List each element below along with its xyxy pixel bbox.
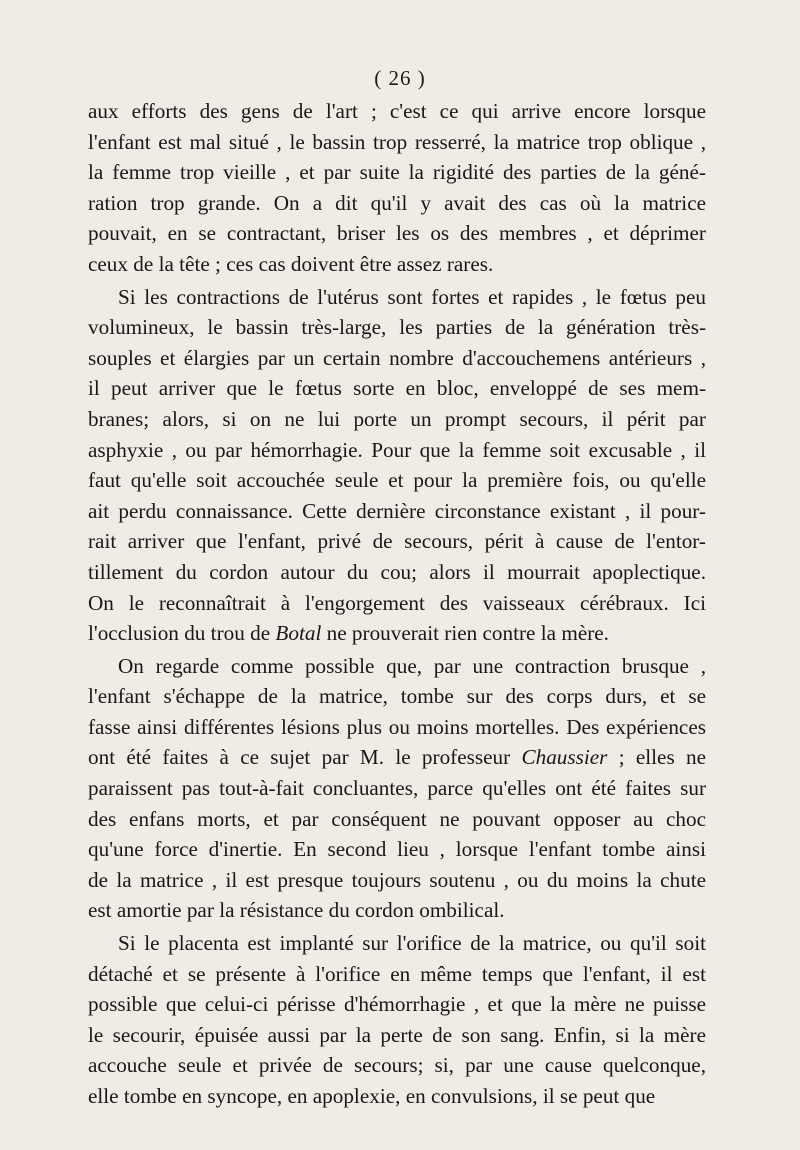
paragraph	[88, 96, 706, 280]
text-segment: On regarde comme possible que, par une contraction brusque ,	[118, 653, 706, 678]
text-segment: des enfans morts, et par conséquent ne pouvant opposer au choc	[88, 806, 706, 831]
text-segment: aux efforts des gens de l'art ; c'est ce qui arrive encore lorsque	[88, 99, 706, 123]
text-line	[88, 804, 706, 835]
text-line	[88, 282, 706, 313]
italic-text: Chaussier	[521, 745, 608, 770]
text-segment: pouvait, en se contractant, briser les os des membres , et déprimer	[88, 221, 706, 246]
text-segment: Si les contractions de l'utérus sont fortes et rapides , le fœtus peu	[118, 284, 706, 309]
text-segment: détaché et se présente à l'orifice en même temps que l'enfant, il est	[88, 961, 706, 986]
paragraph	[88, 928, 706, 1112]
text-line	[88, 127, 706, 158]
text-segment: ceux de la tête ; ces cas doivent être assez rares.	[88, 251, 494, 276]
text-line	[88, 959, 706, 990]
text-line	[88, 1050, 706, 1081]
text-line	[88, 465, 706, 496]
text-line	[88, 157, 706, 188]
text-segment: la femme trop vieille , et par suite la rigidité des parties de la géné-	[88, 160, 706, 185]
text-segment: possible que celui-ci périsse d'hémorrhagie , et que la mère ne puisse	[88, 992, 706, 1017]
text-line	[88, 404, 706, 435]
text-line	[88, 96, 706, 127]
text-line	[88, 373, 706, 404]
text-line	[88, 681, 706, 712]
text-line	[88, 651, 706, 682]
text-segment: qu'une force d'inertie. En second lieu , lorsque l'enfant tombe ainsi	[88, 837, 706, 862]
text-line	[88, 742, 706, 773]
text-segment: On le reconnaîtrait à l'engorgement des vaisseaux cérébraux. Ici	[88, 590, 706, 615]
text-line	[88, 588, 706, 619]
text-segment: rait arriver que l'enfant, privé de secours, périt à cause de l'entor-	[88, 529, 706, 554]
text-line	[88, 1020, 706, 1051]
text-segment: accouche seule et privée de secours; si, par une cause quelconque,	[88, 1053, 706, 1078]
text-segment: elle tombe en syncope, en apoplexie, en convulsions, il se peut que	[88, 1084, 656, 1108]
text-line	[88, 526, 706, 557]
text-line	[88, 895, 706, 926]
text-segment: Si le placenta est implanté sur l'orifice de la matrice, ou qu'il soit	[118, 931, 706, 956]
text-segment: l'enfant s'échappe de la matrice, tombe sur des corps durs, et se	[88, 684, 706, 709]
text-line	[88, 1081, 706, 1112]
text-line	[88, 712, 706, 743]
text-segment: l'occlusion du trou de	[88, 621, 276, 646]
text-segment: l'enfant est mal situé , le bassin trop resserré, la matrice trop oblique ,	[88, 129, 706, 154]
text-line	[88, 834, 706, 865]
text-segment: volumineux, le bassin très-large, les parties de la génération très-	[88, 315, 706, 340]
text-segment: ration trop grande. On a dit qu'il y avait des cas où la matrice	[88, 190, 706, 215]
text-line	[88, 343, 706, 374]
text-line	[88, 249, 706, 280]
text-line	[88, 188, 706, 219]
text-segment: ont été faites à ce sujet par M. le professeur	[88, 745, 522, 770]
text-segment: ; elles ne	[607, 745, 706, 770]
text-segment: branes; alors, si on ne lui porte un prompt secours, il périt par	[88, 406, 706, 431]
text-segment: souples et élargies par un certain nombre d'accouchemens antérieurs ,	[88, 345, 706, 370]
italic-text: Botal	[275, 621, 322, 646]
text-segment: ne prouverait rien contre la mère.	[321, 621, 609, 646]
text-segment: fasse ainsi différentes lésions plus ou moins mortelles. Des expériences	[88, 714, 706, 739]
text-line	[88, 557, 706, 588]
text-segment: paraissent pas tout-à-fait concluantes, parce qu'elles ont été faites sur	[88, 776, 706, 801]
text-segment: asphyxie , ou par hémorrhagie. Pour que la femme soit excusable , il	[88, 437, 706, 462]
text-segment: le secourir, épuisée aussi par la perte de son sang. Enfin, si la mère	[88, 1022, 706, 1047]
text-line	[88, 218, 706, 249]
text-segment: tillement du cordon autour du cou; alors il mourrait apoplectique.	[88, 559, 706, 584]
text-segment: faut qu'elle soit accouchée seule et pour la première fois, ou qu'elle	[88, 468, 706, 493]
text-line	[88, 773, 706, 804]
text-line	[88, 865, 706, 896]
text-line	[88, 312, 706, 343]
text-line	[88, 618, 706, 649]
paragraph	[88, 282, 706, 649]
text-line	[88, 989, 706, 1020]
text-segment: est amortie par la résistance du cordon ombilical.	[88, 898, 505, 923]
text-line	[88, 435, 706, 466]
page-number: ( 26 )	[374, 66, 426, 90]
text-segment: ait perdu connaissance. Cette dernière circonstance existant , il pour-	[88, 498, 706, 523]
text-segment: de la matrice , il est presque toujours soutenu , ou du moins la chute	[88, 867, 706, 892]
text-segment: il peut arriver que le fœtus sorte en bloc, enveloppé de ses mem-	[88, 376, 706, 401]
body-text	[88, 96, 706, 1112]
text-line	[88, 496, 706, 527]
paragraph	[88, 651, 706, 926]
text-line	[88, 928, 706, 959]
